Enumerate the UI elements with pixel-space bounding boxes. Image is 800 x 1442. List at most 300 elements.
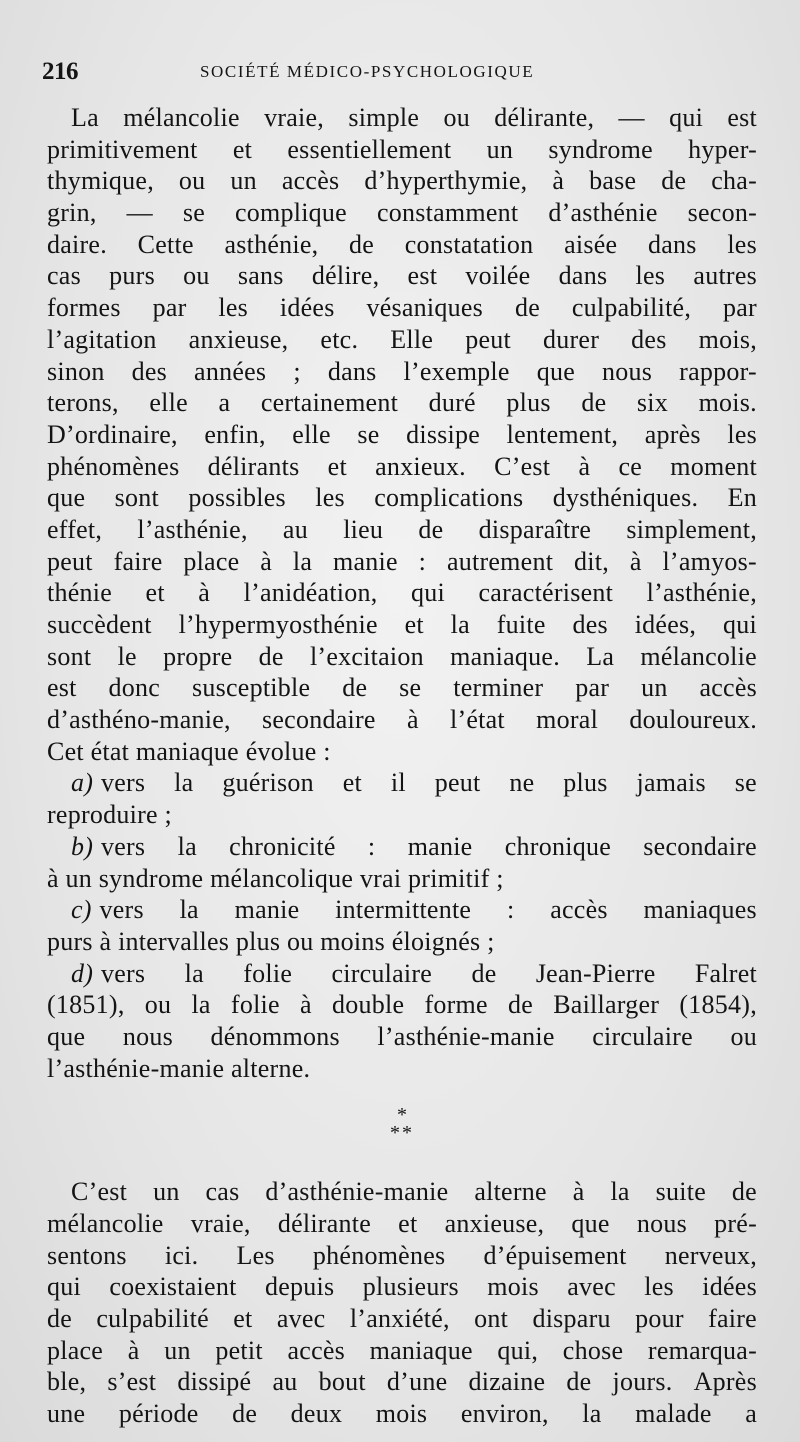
- word: double: [331, 990, 405, 1020]
- word: phénomènes: [312, 1240, 446, 1270]
- word: cha-: [711, 166, 757, 196]
- list-item: [47, 894, 757, 957]
- word: se: [182, 198, 205, 228]
- word: Les: [236, 1240, 275, 1270]
- word: succèdent: [47, 610, 152, 639]
- text-line: [47, 260, 757, 292]
- word: et: [342, 768, 362, 798]
- word: coexistaient: [109, 1272, 237, 1302]
- list-item: [47, 767, 757, 830]
- word: intermittente: [335, 895, 472, 925]
- word: au: [282, 514, 308, 544]
- word: dissipé: [177, 1367, 252, 1397]
- text-line: [47, 1240, 757, 1272]
- word: qui: [722, 610, 757, 639]
- word: et: [327, 451, 347, 481]
- word: En: [727, 483, 757, 513]
- list-item-first-line: [47, 831, 757, 863]
- word: pour: [635, 1304, 684, 1334]
- word: la: [610, 1177, 630, 1207]
- word: l’anidéation,: [243, 578, 378, 608]
- word: dissipe: [406, 419, 481, 449]
- word: cas: [47, 261, 81, 291]
- word: daire.: [47, 229, 107, 259]
- word: vésaniques: [366, 293, 484, 323]
- word: place: [47, 1335, 104, 1365]
- word: que: [47, 1021, 86, 1051]
- word: à: [198, 578, 211, 608]
- word: accès: [550, 895, 608, 925]
- word: plusieurs: [362, 1272, 459, 1302]
- word: remarqua-: [647, 1335, 757, 1365]
- text-line: [47, 324, 757, 356]
- word: suite: [655, 1177, 706, 1207]
- word: qui: [47, 1272, 81, 1302]
- word: dizaine: [468, 1367, 546, 1397]
- word: disparu: [532, 1304, 611, 1334]
- word: terons,: [47, 388, 119, 418]
- word: de: [514, 293, 540, 323]
- word: cas: [205, 1177, 240, 1207]
- word: chronique: [504, 831, 611, 861]
- word: ble,: [47, 1367, 87, 1397]
- word: à: [127, 1335, 140, 1365]
- word: l’état: [449, 705, 505, 735]
- word: est: [407, 261, 438, 291]
- word: après: [644, 419, 701, 449]
- text-line: [47, 672, 757, 704]
- word: dans: [647, 229, 697, 259]
- word: de: [232, 1399, 258, 1429]
- word: circulaire: [592, 1021, 693, 1051]
- word: avec: [567, 1272, 616, 1302]
- text-line: [47, 704, 757, 736]
- word: délire,: [311, 261, 380, 291]
- word: période: [118, 1399, 199, 1429]
- word: de: [661, 166, 687, 196]
- word: mois: [487, 1272, 539, 1302]
- word: moment: [670, 451, 757, 481]
- word: nous: [122, 1021, 173, 1051]
- word: guérison: [222, 768, 314, 798]
- word: culpabilité: [96, 1304, 209, 1334]
- word: :: [506, 895, 515, 925]
- word: dénommons: [210, 1021, 340, 1051]
- list-item: [47, 831, 757, 894]
- word: un: [230, 166, 257, 196]
- word: plus: [563, 768, 608, 798]
- word: d’asthénie-manie: [265, 1177, 449, 1207]
- word: terminer: [453, 673, 544, 703]
- word: certainement: [260, 388, 399, 418]
- word: bout: [318, 1367, 366, 1397]
- word: formes: [47, 293, 121, 323]
- word: forme: [424, 990, 488, 1020]
- word: ou: [443, 103, 470, 132]
- word: constatation: [404, 229, 534, 259]
- word: de: [566, 1367, 592, 1397]
- word: effet,: [47, 514, 103, 544]
- word: de: [581, 388, 607, 418]
- word: au: [272, 1367, 298, 1397]
- list-item-text: [101, 958, 757, 990]
- word: et: [398, 1209, 418, 1238]
- word: a: [745, 1399, 757, 1429]
- text-line: [47, 514, 757, 546]
- asterism-separator: [47, 1106, 757, 1156]
- word: sans: [237, 261, 284, 291]
- word: D’ordinaire,: [47, 419, 178, 449]
- word: s’est: [107, 1367, 157, 1397]
- word: qui,: [497, 1335, 539, 1365]
- word: une: [47, 1399, 86, 1429]
- word: hyper-: [688, 134, 757, 164]
- text-line: [47, 165, 757, 197]
- list-item-text: [100, 894, 758, 926]
- word: elle: [149, 388, 188, 418]
- word: dans: [327, 356, 377, 386]
- word: sinon: [47, 356, 105, 386]
- word: alterne: [474, 1177, 547, 1207]
- word: à: [300, 990, 312, 1020]
- word: constamment: [376, 198, 519, 228]
- word: les: [218, 293, 249, 323]
- word: les: [727, 419, 757, 449]
- word: qui: [669, 103, 704, 132]
- word: aisée: [564, 229, 618, 259]
- running-title: SOCIÉTÉ MÉDICO-PSYCHOLOGIQUE: [200, 62, 535, 81]
- word: accès: [699, 673, 757, 703]
- word: vers: [100, 831, 146, 861]
- word: disparaître: [478, 514, 592, 544]
- word: ce: [618, 451, 643, 481]
- list-item-first-line: [47, 958, 757, 990]
- word: à: [260, 546, 273, 576]
- word: mélancolie: [47, 1209, 164, 1238]
- text-line: [47, 989, 757, 1021]
- word: pré-: [714, 1209, 757, 1238]
- word: syndrome: [548, 134, 653, 164]
- word: jours.: [612, 1367, 673, 1397]
- word: et: [404, 610, 424, 639]
- word: des: [131, 356, 168, 386]
- word: voilée: [465, 261, 531, 291]
- word: secondaire: [262, 705, 376, 735]
- word: essentiellement: [287, 134, 452, 164]
- text-line: [47, 1398, 757, 1430]
- text-line: [47, 609, 757, 641]
- word: —: [126, 198, 153, 228]
- word: et: [145, 578, 165, 608]
- word: lieu: [343, 514, 384, 544]
- word: des: [572, 610, 608, 639]
- word: la: [292, 546, 313, 576]
- list-item-text: [101, 767, 757, 799]
- word: mois: [375, 1399, 428, 1429]
- word: fuite: [496, 610, 546, 639]
- text-line: à un syndrome mélancolique vrai primitif ;: [47, 863, 504, 893]
- paragraph-1: [47, 102, 757, 767]
- word: jamais: [636, 768, 706, 798]
- word: l’exemple: [403, 356, 510, 386]
- word: à: [552, 166, 565, 196]
- word: accès: [281, 166, 340, 196]
- word: base: [589, 166, 637, 196]
- word: ou: [730, 1021, 757, 1051]
- word: d’asthéno-manie,: [47, 705, 231, 735]
- text-line: [47, 1176, 757, 1208]
- word: douloureux.: [629, 705, 757, 735]
- word: ;: [293, 356, 301, 386]
- word: possibles: [188, 483, 286, 513]
- word: que: [47, 483, 86, 513]
- word: grin,: [47, 198, 97, 228]
- word: ont: [474, 1304, 509, 1334]
- word: la: [184, 958, 204, 988]
- text-line: [47, 1335, 757, 1367]
- word: est: [727, 103, 757, 132]
- list-marker: a): [71, 768, 94, 798]
- word: purs: [109, 261, 155, 291]
- word: enfin,: [204, 419, 266, 449]
- word: vraie,: [190, 1209, 251, 1238]
- word: peut: [434, 768, 481, 798]
- word: que: [571, 1209, 610, 1238]
- word: vraie,: [264, 103, 325, 132]
- word: années: [194, 356, 267, 386]
- word: un: [486, 134, 514, 164]
- word: le: [117, 641, 137, 671]
- word: délirants: [207, 451, 300, 481]
- word: La: [586, 641, 615, 671]
- word: se: [357, 419, 380, 449]
- word: Baillarger: [553, 990, 660, 1020]
- word: Après: [693, 1367, 757, 1397]
- word: faire: [113, 546, 163, 576]
- text-line: purs à intervalles plus ou moins éloignés ;: [47, 926, 495, 956]
- word: peut: [47, 546, 93, 576]
- word: se: [734, 768, 757, 798]
- word: manie: [333, 546, 398, 576]
- word: un: [641, 673, 668, 703]
- word: ou: [178, 166, 206, 196]
- word: dans: [558, 261, 608, 291]
- word: chose: [562, 1335, 624, 1365]
- text-line: Cet état maniaque évolue :: [47, 736, 331, 766]
- word: :: [418, 546, 427, 576]
- word: de: [418, 514, 444, 544]
- text-line: [47, 1021, 757, 1053]
- word: maniaque.: [450, 641, 560, 671]
- word: C’est: [71, 1177, 128, 1207]
- word: deux: [290, 1399, 343, 1429]
- word: lentement,: [506, 419, 619, 449]
- word: petit: [215, 1335, 263, 1365]
- word: l’asthénie-manie: [377, 1021, 555, 1051]
- text-line: l’asthénie-manie alterne.: [47, 1053, 311, 1083]
- word: rappor-: [679, 356, 757, 386]
- word: anxieuse,: [188, 324, 289, 354]
- word: à: [578, 451, 591, 481]
- word: mélancolie: [123, 103, 240, 132]
- word: folie: [243, 958, 293, 988]
- word: autres: [693, 261, 757, 291]
- word: primitivement: [47, 134, 198, 164]
- word: asthénie,: [224, 229, 319, 259]
- word: place: [183, 546, 240, 576]
- asterism-top: *: [397, 1104, 407, 1127]
- word: accès: [287, 1335, 346, 1365]
- word: et: [233, 1304, 253, 1334]
- list-marker: b): [71, 831, 94, 861]
- word: l’asthénie,: [646, 578, 757, 608]
- text-line: [47, 292, 757, 324]
- word: Elle: [390, 324, 434, 354]
- word: de: [471, 958, 497, 988]
- word: l’amyos-: [662, 546, 757, 576]
- word: l’asthénie,: [137, 514, 248, 544]
- word: propre: [163, 641, 233, 671]
- list-item-first-line: [47, 894, 757, 926]
- word: qui: [411, 578, 446, 608]
- text-line: [47, 1208, 757, 1240]
- word: culpabilité,: [571, 293, 692, 323]
- word: simple: [348, 103, 420, 132]
- text-line: [47, 577, 757, 609]
- word: dysthéniques.: [552, 483, 699, 513]
- word: circulaire: [331, 958, 433, 988]
- word: autrement: [446, 546, 554, 576]
- word: idées: [279, 293, 335, 323]
- word: et: [232, 134, 253, 164]
- list-item: [47, 958, 757, 1085]
- word: d’épuisement: [483, 1240, 627, 1270]
- word: l’anxiété,: [349, 1304, 450, 1334]
- list-item-first-line: [47, 767, 757, 799]
- word: la: [177, 831, 197, 861]
- word: les: [727, 229, 757, 259]
- text-line: [47, 387, 757, 419]
- word: est: [47, 673, 77, 703]
- word: par: [152, 293, 187, 323]
- word: La: [71, 103, 99, 132]
- word: des: [631, 324, 667, 354]
- text-line: [47, 546, 757, 578]
- word: se: [399, 673, 422, 703]
- word: idées: [702, 1272, 757, 1302]
- word: ou: [183, 261, 210, 291]
- text-line: [47, 356, 757, 388]
- word: secon-: [687, 198, 757, 228]
- word: dit,: [574, 546, 609, 576]
- text-line: [47, 229, 757, 261]
- word: les: [644, 1272, 674, 1302]
- text-line: [47, 102, 757, 134]
- word: malade: [635, 1399, 712, 1429]
- word: —: [618, 103, 645, 132]
- word: manie: [234, 895, 300, 925]
- word: par: [722, 293, 757, 323]
- body-text: [47, 102, 757, 1430]
- word: maniaque: [369, 1335, 473, 1365]
- word: mélancolie: [640, 641, 757, 671]
- word: de: [349, 229, 375, 259]
- text-line: [47, 1271, 757, 1303]
- word: mois,: [698, 324, 757, 354]
- word: de: [342, 673, 368, 703]
- text-line: [47, 451, 757, 483]
- word: anxieux.: [375, 451, 466, 481]
- word: la: [174, 768, 194, 798]
- word: susceptible: [192, 673, 311, 703]
- word: d’asthénie: [548, 198, 658, 228]
- word: délirante: [277, 1209, 372, 1238]
- text-line: [47, 1366, 757, 1398]
- word: un: [153, 1177, 180, 1207]
- word: duré: [428, 388, 476, 418]
- word: secondaire: [643, 831, 757, 861]
- word: Falret: [694, 958, 757, 988]
- word: ou: [144, 990, 172, 1020]
- word: elle: [292, 419, 331, 449]
- word: (1854),: [679, 990, 757, 1020]
- word: six: [636, 388, 669, 418]
- word: de: [731, 1177, 757, 1207]
- word: Jean-Pierre: [535, 958, 656, 988]
- word: sont: [47, 641, 92, 671]
- word: ici.: [164, 1240, 199, 1270]
- word: la: [191, 990, 211, 1020]
- word: la: [450, 610, 470, 639]
- word: nerveux,: [664, 1240, 757, 1270]
- word: folie: [230, 990, 280, 1020]
- evolution-list: [47, 767, 757, 1084]
- word: l’excitaion: [309, 641, 424, 671]
- word: C’est: [494, 451, 551, 481]
- word: complique: [234, 198, 347, 228]
- text-line: reproduire ;: [47, 800, 173, 830]
- running-head: [42, 58, 762, 88]
- word: vers: [99, 895, 144, 925]
- word: manie: [407, 831, 473, 861]
- word: nous: [602, 356, 653, 386]
- word: chronicité: [229, 831, 336, 861]
- word: :: [367, 831, 376, 861]
- word: à: [629, 546, 642, 576]
- word: de: [258, 641, 284, 671]
- text-line: [47, 419, 757, 451]
- word: maniaques: [643, 895, 757, 925]
- text-line: [47, 482, 757, 514]
- word: complications: [374, 483, 524, 513]
- word: faire: [708, 1304, 757, 1334]
- word: sentons: [47, 1240, 127, 1270]
- asterism-bottom: **: [390, 1122, 414, 1145]
- word: durer: [543, 324, 600, 354]
- word: d’une: [386, 1367, 448, 1397]
- word: vers: [100, 768, 146, 798]
- word: environ,: [460, 1399, 549, 1429]
- word: par: [575, 673, 610, 703]
- word: l’agitation: [47, 324, 157, 354]
- word: nous: [636, 1209, 687, 1238]
- text-line: [47, 134, 757, 166]
- word: thénie: [47, 578, 113, 608]
- word: à: [406, 705, 419, 735]
- word: il: [390, 768, 406, 798]
- list-marker: c): [71, 895, 92, 925]
- word: les: [635, 261, 666, 291]
